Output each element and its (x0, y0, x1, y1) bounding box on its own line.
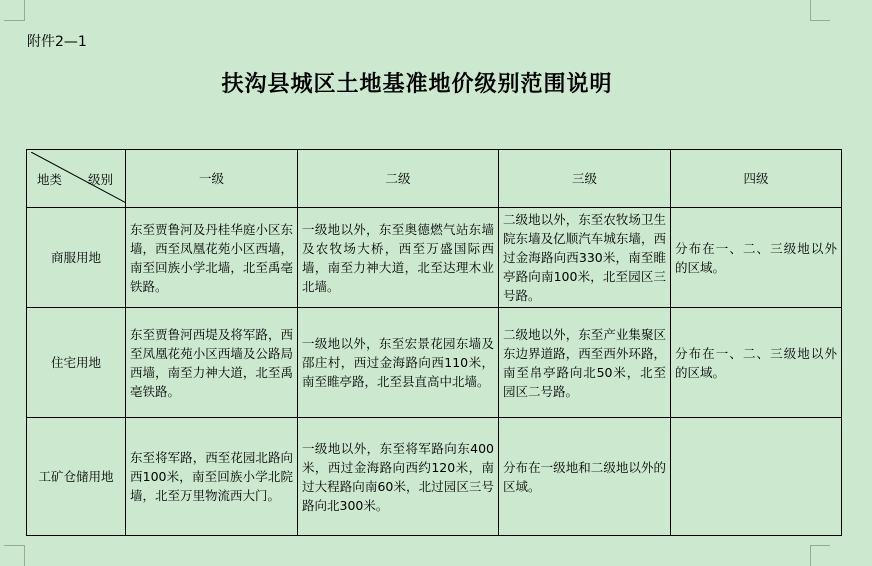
cell-commercial-grade-1: 东至贾鲁河及丹桂华庭小区东墙，西至凤凰花苑小区西墙，南至回族小学北墙，北至禹亳铁路。 (126, 208, 298, 308)
column-header-grade-1: 一级 (126, 150, 298, 208)
corner-label-land-type: 地类 (37, 172, 63, 187)
row-label-industrial: 工矿仓储用地 (27, 418, 126, 536)
cell-industrial-grade-4 (671, 418, 842, 536)
land-price-table (26, 149, 842, 536)
table-row-residential (27, 308, 842, 418)
cell-commercial-grade-4: 分布在一、二、三级地以外的区域。 (671, 208, 842, 308)
cell-residential-grade-4: 分布在一、二、三级地以外的区域。 (671, 308, 842, 418)
page-corner-mark-bottom-right (810, 545, 811, 566)
row-label-commercial: 商服用地 (27, 208, 126, 308)
cell-commercial-grade-2: 一级地以外，东至奥德燃气站东墙及农牧场大桥，西至万盛国际西墙，南至力神大道，北至达理木业北墙。 (298, 208, 499, 308)
attachment-label: 附件2—1 (27, 34, 87, 50)
page-corner-mark-bottom-left-h (4, 545, 24, 546)
page-corner-mark-top-left (24, 0, 25, 21)
page-corner-mark-bottom-right-h (810, 545, 830, 546)
page-corner-mark-top-right (810, 0, 811, 20)
table-row-industrial (27, 418, 842, 536)
cell-industrial-grade-1: 东至将军路，西至花园北路向西100米，南至回族小学北院墙，北至万里物流西大门。 (126, 418, 298, 536)
cell-commercial-grade-3: 二级地以外，东至农牧场卫生院东墙及亿顺汽车城东墙，西过金海路向西330米，南至睢亭路向南100米，北至园区三号路。 (499, 208, 671, 308)
column-header-grade-4: 四级 (671, 150, 842, 208)
table-row-commercial (27, 208, 842, 308)
column-header-grade-2: 二级 (298, 150, 499, 208)
cell-industrial-grade-2: 一级地以外，东至将军路向东400米，西过金海路向西约120米，南过大程路向南60米，北过园区三号路向北300米。 (298, 418, 499, 536)
diagonal-header-cell (27, 150, 126, 208)
cell-residential-grade-2: 一级地以外，东至宏景花园东墙及邵庄村，西过金海路向西110米，南至睢亭路，北至县直高中北墙。 (298, 308, 499, 418)
row-label-residential: 住宅用地 (27, 308, 126, 418)
page-corner-mark-top-right-h (810, 20, 830, 21)
page-corner-mark-bottom-left (24, 545, 25, 566)
cell-residential-grade-1: 东至贾鲁河西堤及将军路，西至凤凰花苑小区西墙及公路局西墙，南至力神大道，北至禹亳铁路。 (126, 308, 298, 418)
corner-label-grade: 级别 (87, 172, 113, 187)
cell-industrial-grade-3: 分布在一级地和二级地以外的区域。 (499, 418, 671, 536)
table-header-row (27, 150, 842, 208)
column-header-grade-3: 三级 (499, 150, 671, 208)
page-corner-mark-top-left-h (4, 20, 24, 21)
cell-residential-grade-3: 二级地以外，东至产业集聚区东边界道路，西至西外环路，南至帛亭路向北50米，北至园区二号路。 (499, 308, 671, 418)
document-title: 扶沟县城区土地基准地价级别范围说明 (221, 71, 613, 97)
